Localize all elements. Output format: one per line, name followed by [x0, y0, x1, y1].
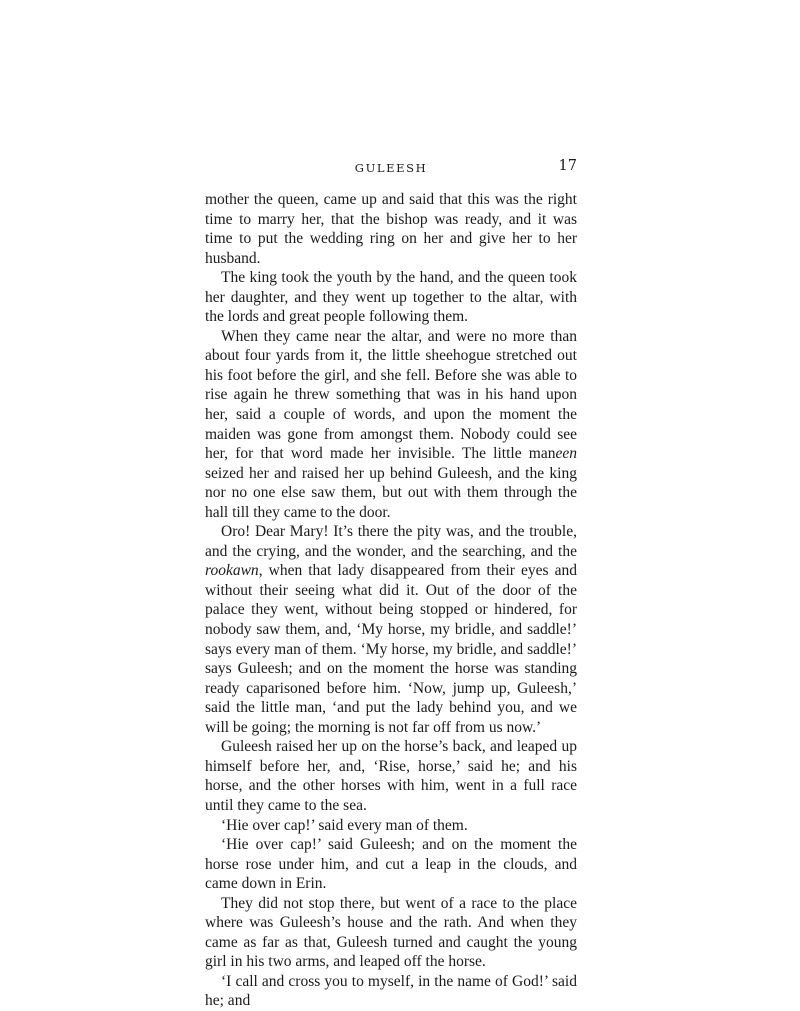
paragraph: ‘Hie over cap!’ said every man of them.	[221, 816, 468, 834]
page-header	[205, 158, 577, 180]
paragraph-text: Oro! Dear Mary! It’s there the pity was, and the trouble, and the crying, and the wonder, and the searching, and the	[205, 523, 577, 560]
paragraph	[205, 327, 577, 522]
paragraph: They did not stop there, but went of a race to the place where was Guleesh’s house and the rath. And when they came as far as that, Guleesh turned and caught the young girl in his two arms, and leaped off the horse.	[205, 894, 577, 971]
body-text	[205, 190, 577, 1011]
paragraph-text: seized her and raised her up behind Guleesh, and the king nor no one else saw them, but out with them through the hall till they came to the door.	[205, 464, 577, 521]
paragraph-text: , when that lady disappeared from their eyes and without their seeing what did it. Out of the door of the palace they went, without being stopped or hindered, for nobody saw them, and, ‘My horse, my bridle, and saddle!’ says every man of them. ‘My horse, my bridle, and saddle!’ says Guleesh; and on the moment the horse was standing ready caparisoned before him. ‘Now, jump up, Guleesh,’ said the little man, ‘and put the lady behind you, and we will be going; the morning is not far off from us now.’	[205, 562, 577, 736]
italic-word: een	[555, 445, 577, 463]
paragraph: The king took the youth by the hand, and the queen took her daughter, and they went up together to the altar, with the lords and great people following them.	[205, 269, 577, 326]
paragraph: ‘I call and cross you to myself, in the name of God!’ said he; and	[205, 972, 577, 1010]
italic-word: rookawn	[205, 562, 259, 580]
paragraph-continued: mother the queen, came up and said that this was the right time to marry her, that the bishop was ready, and it was time to put the wedding ring on her and give her to her husband.	[205, 191, 577, 267]
paragraph-text: When they came near the altar, and were no more than about four yards from it, the little sheehogue stretched out his foot before the girl, and she fell. Before she was able to rise again he threw something that was in his hand upon her, said a couple of words, and upon the moment the maiden was gone from amongst them. Nobody could see her, for that word made her invisible. The little man	[205, 327, 577, 463]
running-head: GULEESH	[354, 161, 428, 175]
paragraph	[205, 522, 577, 737]
page-number: 17	[558, 158, 577, 174]
paragraph: ‘Hie over cap!’ said Guleesh; and on the moment the horse rose under him, and cut a leap in the clouds, and came down in Erin.	[205, 836, 577, 893]
paragraph: Guleesh raised her up on the horse’s back, and leaped up himself before her, and, ‘Rise, horse,’ said he; and his horse, and the other horses with him, went in a full race until they came to the sea.	[205, 738, 577, 814]
